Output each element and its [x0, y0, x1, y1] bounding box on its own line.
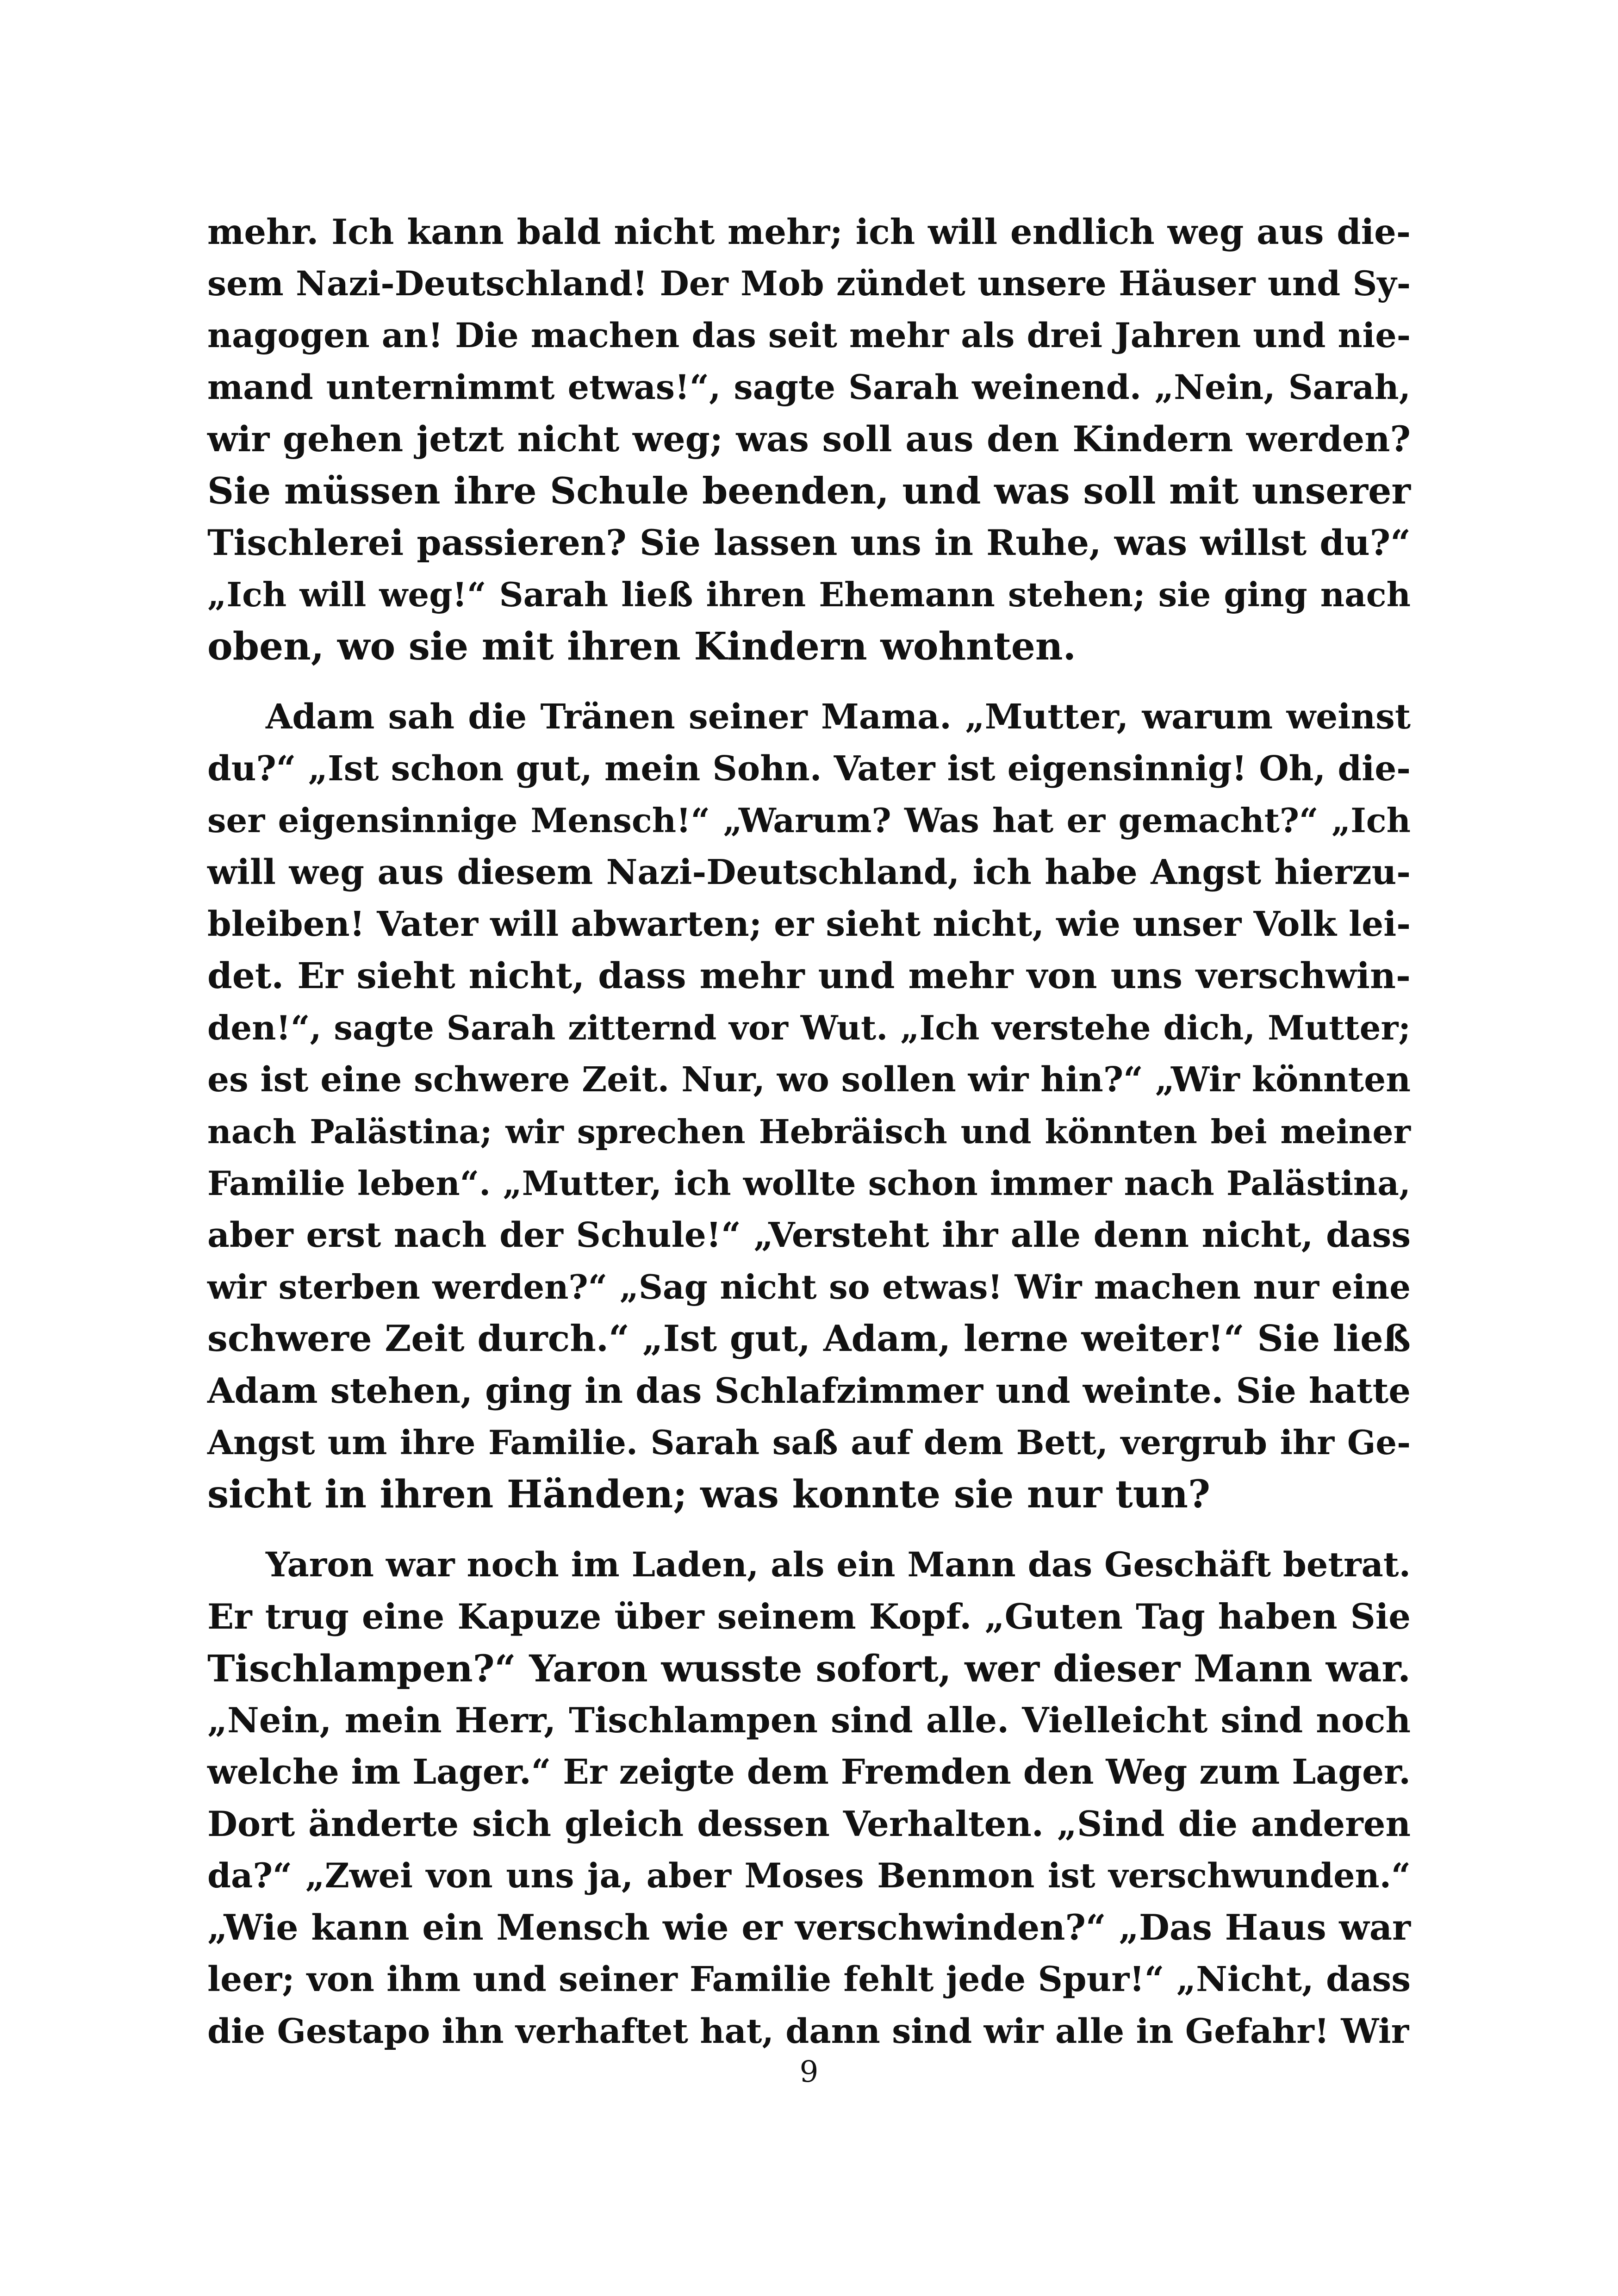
text-line: welche im Lager.“ Er zeigte dem Fremden den Weg zum Lager. [207, 1752, 1411, 1792]
text-line: den!“, sagte Sarah zitternd vor Wut. „Ich verstehe dich, Mutter; [207, 1008, 1411, 1047]
text-line: Sie müssen ihre Schule beenden, und was soll mit unserer [207, 469, 1411, 512]
text-line: mehr. Ich kann bald nicht mehr; ich will endlich weg aus die- [207, 212, 1411, 252]
text-line: wir sterben werden?“ „Sag nicht so etwas! Wir machen nur eine [207, 1267, 1411, 1307]
paragraph [207, 1539, 1411, 2057]
text-line: ser eigensinnige Mensch!“ „Warum? Was hat er gemacht?“ „Ich [207, 801, 1411, 840]
text-line: Er trug eine Kapuze über seinem Kopf. „Guten Tag haben Sie [207, 1596, 1411, 1637]
text-line: wir gehen jetzt nicht weg; was soll aus den Kindern werden? [207, 418, 1411, 460]
paragraph [207, 206, 1411, 672]
text-line: „Ich will weg!“ Sarah ließ ihren Ehemann stehen; sie ging nach [207, 575, 1411, 614]
text-line: mand unternimmt etwas!“, sagte Sarah weinend. „Nein, Sarah, [207, 367, 1411, 407]
text-line: nagogen an! Die machen das seit mehr als drei Jahren und nie- [207, 316, 1411, 355]
text-line: Familie leben“. „Mutter, ich wollte schon immer nach Palästina, [207, 1164, 1411, 1203]
text-line: du?“ „Ist schon gut, mein Sohn. Vater ist eigensinnig! Oh, die- [207, 749, 1411, 789]
paragraph [207, 691, 1411, 1520]
text-line: bleiben! Vater will abwarten; er sieht nicht, wie unser Volk lei- [207, 904, 1411, 944]
text-line: Dort änderte sich gleich dessen Verhalten. „Sind die anderen [207, 1804, 1411, 1844]
text-line: Yaron war noch im Laden, als ein Mann das Geschäft betrat. [266, 1545, 1411, 1585]
text-line: will weg aus diesem Nazi-Deutschland, ich habe Angst hierzu- [207, 852, 1411, 892]
text-line: leer; von ihm und seiner Familie fehlt jede Spur!“ „Nicht, dass [207, 1960, 1411, 1999]
text-line: „Nein, mein Herr, Tischlampen sind alle. Vielleicht sind noch [207, 1700, 1411, 1741]
text-line: Tischlerei passieren? Sie lassen uns in Ruhe, was willst du?“ [207, 522, 1411, 563]
text-line: sem Nazi-Deutschland! Der Mob zündet unsere Häuser und Sy- [207, 264, 1411, 304]
text-line: „Wie kann ein Mensch wie er verschwinden?“ „Das Haus war [207, 1907, 1411, 1948]
text-line: sicht in ihren Händen; was konnte sie nur tun? [207, 1472, 1211, 1517]
paragraph-gap [207, 1520, 1411, 1539]
text-line: die Gestapo ihn verhaftet hat, dann sind wir alle in Gefahr! Wir [207, 2011, 1409, 2051]
text-line: schwere Zeit durch.“ „Ist gut, Adam, lerne weiter!“ Sie ließ [207, 1318, 1411, 1360]
paragraph-gap [207, 672, 1411, 691]
text-line: nach Palästina; wir sprechen Hebräisch und könnten bei meiner [207, 1112, 1411, 1151]
body-text [207, 206, 1411, 2057]
text-line: Angst um ihre Familie. Sarah saß auf dem Bett, vergrub ihr Ge- [207, 1423, 1411, 1462]
text-line: det. Er sieht nicht, dass mehr und mehr von uns verschwin- [207, 955, 1411, 997]
text-line: da?“ „Zwei von uns ja, aber Moses Benmon ist verschwunden.“ [207, 1856, 1411, 1896]
text-line: es ist eine schwere Zeit. Nur, wo sollen wir hin?“ „Wir könnten [207, 1060, 1411, 1100]
text-line: aber erst nach der Schule!“ „Versteht ihr alle denn nicht, dass [207, 1215, 1411, 1255]
text-line: oben, wo sie mit ihren Kindern wohnten. [207, 624, 1077, 669]
text-line: Adam sah die Tränen seiner Mama. „Mutter, warum weinst [266, 697, 1411, 737]
text-line: Tischlampen?“ Yaron wusste sofort, wer dieser Mann war. [207, 1647, 1411, 1690]
text-line: Adam stehen, ging in das Schlafzimmer und weinte. Sie hatte [207, 1370, 1411, 1411]
page-number: 9 [799, 2055, 819, 2089]
